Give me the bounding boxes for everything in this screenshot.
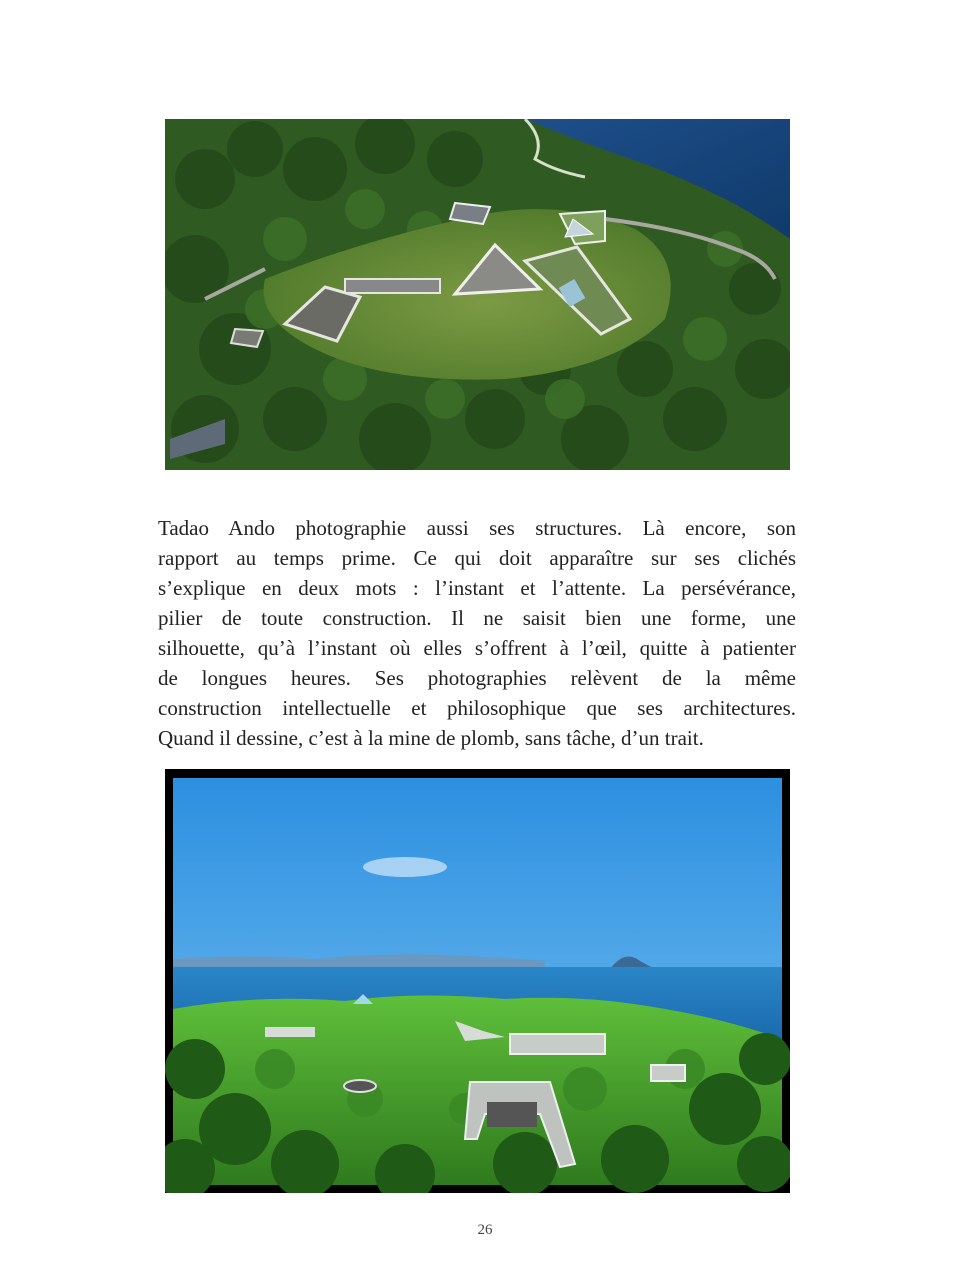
paragraph-line: de longues heures. Ses photographies relèvent de la même bbox=[158, 666, 796, 690]
paragraph-line: Quand il dessine, c’est à la mine de plomb, sans tâche, d’un trait. bbox=[158, 726, 704, 750]
paragraph-line: pilier de toute construction. Il ne saisit bien une forme, une bbox=[158, 606, 796, 630]
paragraph-line: construction intellectuelle et philosophique que ses architectures. bbox=[158, 696, 796, 720]
landscape-photo-museum-sea bbox=[165, 769, 790, 1193]
paragraph-line: Tadao Ando photographie aussi ses structures. Là encore, son bbox=[158, 516, 796, 540]
paragraph-line: silhouette, qu’à l’instant où elles s’offrent à l’œil, quitte à patienter bbox=[158, 636, 796, 660]
paragraph-line: s’explique en deux mots : l’instant et l’attente. La persévérance, bbox=[158, 576, 796, 600]
body-paragraph bbox=[158, 513, 796, 753]
paragraph-line: rapport au temps prime. Ce qui doit apparaître sur ses clichés bbox=[158, 546, 796, 570]
page-number: 26 bbox=[477, 1222, 493, 1238]
aerial-photo-museum-hilltop bbox=[165, 119, 790, 470]
